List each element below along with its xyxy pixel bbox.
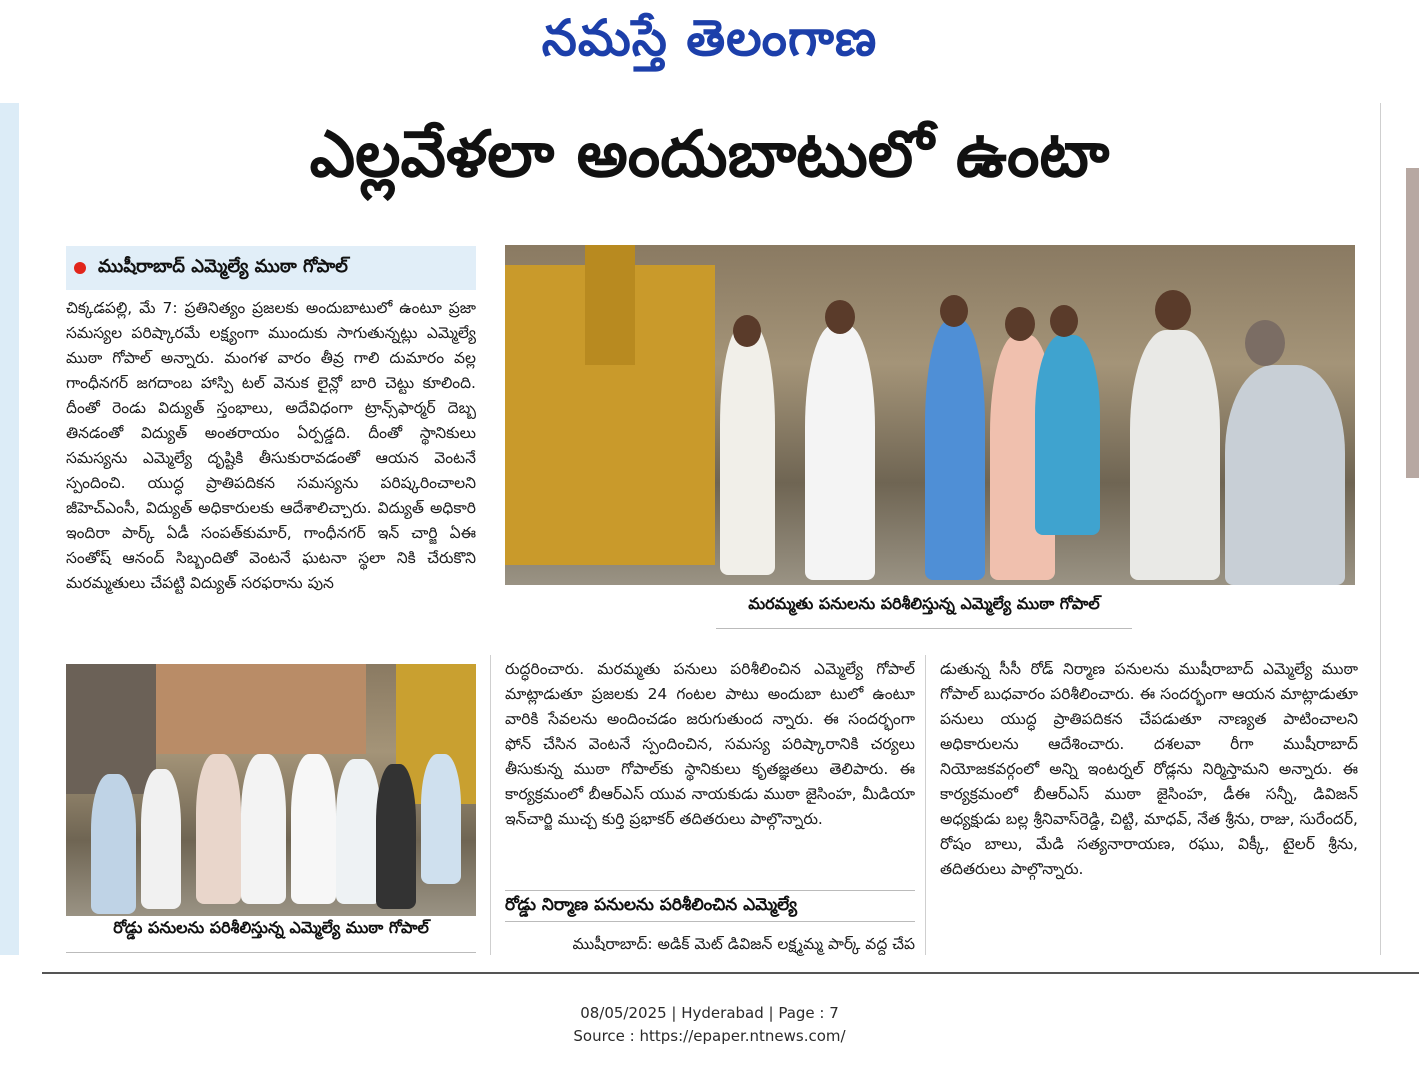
person	[336, 759, 381, 904]
left-margin-strip	[0, 103, 19, 955]
person	[241, 754, 286, 904]
person	[1130, 330, 1220, 580]
person	[720, 325, 775, 575]
article-column-1: చిక్కడపల్లి, మే 7: ప్రతినిత్యం ప్రజలకు అందుబాటులో ఉంటూ ప్రజా సమస్యల పరిష్కారమే లక్ష్యంగా ముందుకు సాగుతున్నట్లు ఎమ్మెల్యే ముఠా గోపాల్ అన్నారు. మంగళ వారం తీవ్ర గాలి దుమారం వల్ల గాంధీనగర్ జగదాంబ హాస్పి టల్ వెనుక లైన్లో బారి చెట్టు కూలింది. దీంతో రెండు విద్యుత్ స్తంభాలు, అదేవిధంగా ట్రాన్స్‌ఫార్మర్ దెబ్బ తినడంతో విద్యుత్ అంతరాయం ఏర్పడ్డది. దీంతో స్థానికులు సమస్యను ఎమ్మెల్యే దృష్టికి తీసుకురావడంతో ఆయన వెంటనే స్పందించి. యుద్ధ ప్రాతిపదికన సమస్యను పరిష్కరించాలని జీహెచ్‌ఎంసీ, విద్యుత్ అధికారులకు ఆదేశాలిచ్చారు. విద్యుత్ అధికారి ఇందిరా పార్క్ ఏడీ సంపత్‌కుమార్, గాంధీనగర్ ఇన్ చార్జి ఏఈ సంతోష్ ఆనంద్ సిబ్బందితో వెంటనే ఘటనా స్థలా నికి చేరుకొని మరమ్మతులు చేపట్టి విద్యుత్ సరఫరాను పున	[66, 299, 476, 592]
person-head	[1050, 305, 1078, 337]
column-rule-2	[925, 655, 926, 955]
person	[925, 320, 985, 580]
footer-date-page: 08/05/2025 | Hyderabad | Page : 7	[580, 1004, 839, 1022]
headline: ఎల్లవేళలా అందుబాటులో ఉంటా	[309, 118, 1110, 192]
person	[1035, 335, 1100, 535]
person	[141, 769, 181, 909]
person	[196, 754, 241, 904]
article-column-2: రుద్ధరించారు. మరమ్మతు పనులు పరిశీలించిన ఎమ్మెల్యే గోపాల్ మాట్లాడుతూ ప్రజలకు 24 గంటల పాటు అందుబా టులో ఉంటూ వారికి సేవలను అందించడం జరుగుతుంద న్నారు. ఈ సందర్భంగా ఫోన్ చేసిన వెంటనే స్పందించిన, సమస్య పరిష్కారానికి చర్యలు తీసుకున్న ముఠా గోపాల్‌కు స్థానికులు కృతజ్ఞతలు తెలిపారు. ఈ కార్యక్రమంలో బీఆర్ఎస్ యువ నాయకుడు ముఠా జైసింహ, మీడియా ఇన్‌చార్జి ముచ్చ కుర్తి ప్రభాకర్ తదితరులు పాల్గొన్నారు.	[505, 660, 915, 828]
person-head	[1155, 290, 1191, 330]
person-head	[733, 315, 761, 347]
masthead-logo: నమస్తే తెలంగాణ	[541, 8, 878, 67]
kicker-text: ముషీరాబాద్ ఎమ్మెల్యే ముఠా గోపాల్	[98, 255, 348, 277]
adjacent-article-photo-fragment	[1406, 168, 1419, 478]
footer-source: Source : https://epaper.ntnews.com/	[573, 1027, 846, 1045]
person	[91, 774, 136, 914]
crane-arm	[585, 245, 635, 365]
person-head	[825, 300, 855, 334]
column-rule-1	[490, 655, 491, 955]
person	[376, 764, 416, 909]
article-column-2-tail: ముషీరాబాద్: అడిక్ మెట్ డివిజన్ లక్ష్మమ్మ పార్క్ వద్ద చేప	[572, 935, 915, 953]
right-column-rule	[1380, 103, 1381, 955]
main-photo	[505, 245, 1355, 585]
article-column-3: డుతున్న సీసీ రోడ్ నిర్మాణ పనులను ముషీరాబాద్ ఎమ్మెల్యే ముఠా గోపాల్ బుధవారం పరిశీలించారు. ఈ సందర్భంగా ఆయన మాట్లాడుతూ పనులు యుద్ధ ప్రాతిపదికన చేపడుతూ నాణ్యత పాటించాలని అధికారులను ఆదేశించారు. దశలవా రీగా ముషీరాబాద్ నియోజకవర్గంలో అన్ని ఇంటర్నల్ రోడ్లను నిర్మిస్తామని అన్నారు. ఈ కార్యక్రమంలో బీఆర్ఎస్ ముఠా జైసింహ, డీఈ సన్నీ, డివిజన్ అధ్యక్షుడు బల్ల శ్రీనివాస్‌రెడ్డి, చిట్టి, మాధవ్, నేత శ్రీను, రాజు, సురేందర్, రోషం బాలు, మేడి సత్యనారాయణ, రఘు, విక్కీ, టైలర్ శ్రీను, తదితరులు పాల్గొన్నారు.	[940, 660, 1358, 878]
person	[421, 754, 461, 884]
bullet-dot	[74, 262, 86, 274]
person	[1225, 365, 1345, 585]
person	[291, 754, 336, 904]
main-photo-caption: మరమ్మతు పనులను పరిశీలిస్తున్న ఎమ్మెల్యే ముఠా గోపాల్	[716, 594, 1132, 629]
person	[805, 325, 875, 580]
page-bottom-rule	[42, 972, 1419, 974]
building-wall	[156, 664, 366, 754]
kicker-bar	[66, 246, 476, 290]
small-photo-caption: రోడ్డు పనులను పరిశీలిస్తున్న ఎమ్మెల్యే ముఠా గోపాల్	[66, 918, 476, 953]
person-head	[940, 295, 968, 327]
small-photo	[66, 664, 476, 916]
subhead: రోడ్డు నిర్మాణ పనులను పరిశీలించిన ఎమ్మెల్యే	[505, 890, 915, 922]
person-head	[1245, 320, 1285, 366]
person-head	[1005, 307, 1035, 341]
